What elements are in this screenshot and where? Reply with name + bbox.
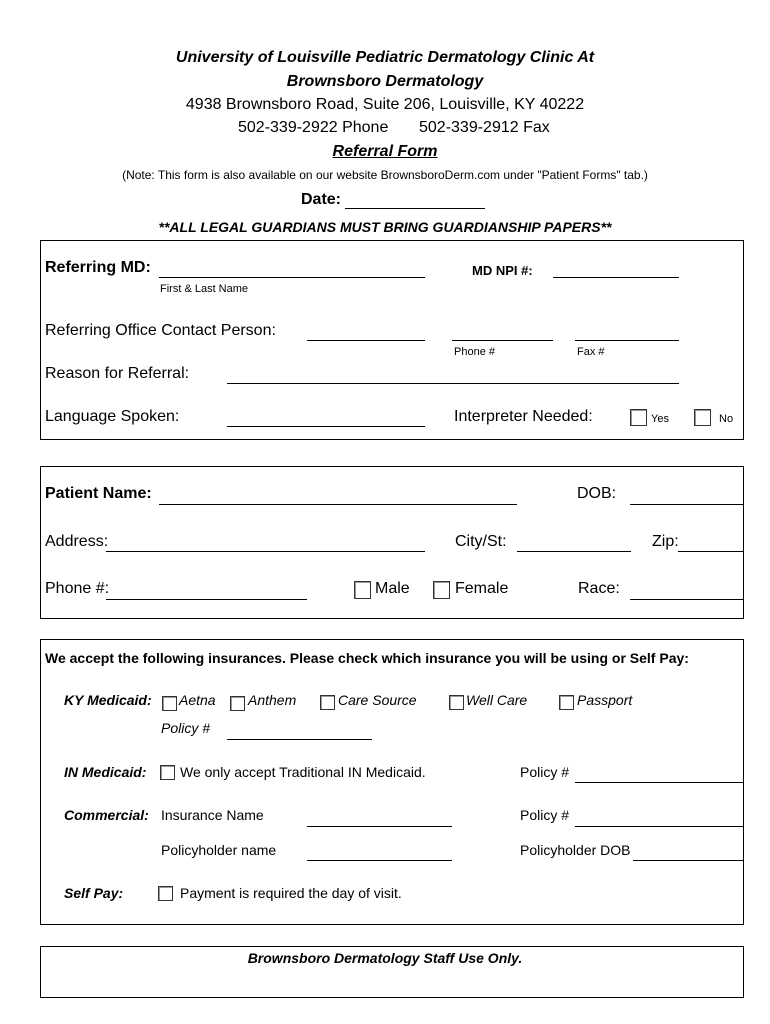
patient-phone-label: Phone #: xyxy=(45,580,110,597)
male-label: Male xyxy=(375,580,410,597)
in-policy-label: Policy # xyxy=(520,764,570,780)
contact-fax-field[interactable] xyxy=(575,340,679,341)
guardian-notice: **ALL LEGAL GUARDIANS MUST BRING GUARDIANSHIP PAPERS** xyxy=(158,219,612,235)
self-pay-checkbox[interactable] xyxy=(158,886,173,901)
interpreter-yes-checkbox[interactable] xyxy=(630,409,647,426)
policyholder-name-label: Policyholder name xyxy=(161,842,277,858)
race-field[interactable] xyxy=(630,599,743,600)
care-source-checkbox[interactable] xyxy=(320,695,335,710)
in-medicaid-label: IN Medicaid: xyxy=(64,764,147,780)
male-checkbox[interactable] xyxy=(354,581,371,599)
in-policy-field[interactable] xyxy=(575,782,743,783)
patient-name-field[interactable] xyxy=(159,504,517,505)
self-pay-text: Payment is required the day of visit. xyxy=(180,885,402,901)
dob-field[interactable] xyxy=(630,504,743,505)
commercial-policy-field[interactable] xyxy=(575,826,743,827)
insurance-name-label: Insurance Name xyxy=(161,807,264,823)
aetna-label: Aetna xyxy=(179,692,216,708)
passport-checkbox[interactable] xyxy=(559,695,574,710)
language-field[interactable] xyxy=(227,426,425,427)
clinic-name-line2: Brownsboro Dermatology xyxy=(286,73,484,90)
address-field[interactable] xyxy=(106,551,425,552)
city-field[interactable] xyxy=(517,551,631,552)
reason-label: Reason for Referral: xyxy=(45,365,190,382)
race-label: Race: xyxy=(578,580,620,597)
in-medicaid-checkbox[interactable] xyxy=(160,765,175,780)
referring-md-label: Referring MD: xyxy=(45,259,151,276)
passport-label: Passport xyxy=(577,692,633,708)
form-title: Referral Form xyxy=(332,143,438,160)
website-note: (Note: This form is also available on our website BrownsboroDerm.com under "Patient Forms" tab.) xyxy=(122,168,648,182)
md-npi-field[interactable] xyxy=(553,277,679,278)
patient-phone-field[interactable] xyxy=(106,599,307,600)
date-field-line[interactable] xyxy=(345,208,485,209)
insurance-name-field[interactable] xyxy=(307,826,452,827)
anthem-checkbox[interactable] xyxy=(230,696,245,711)
policyholder-dob-label: Policyholder DOB xyxy=(520,842,631,858)
language-label: Language Spoken: xyxy=(45,408,180,425)
contact-person-field[interactable] xyxy=(307,340,425,341)
clinic-phone: 502-339-2922 Phone xyxy=(238,119,389,136)
dob-label: DOB: xyxy=(577,485,617,502)
zip-label: Zip: xyxy=(652,533,679,550)
female-checkbox[interactable] xyxy=(433,581,450,599)
female-label: Female xyxy=(455,580,509,597)
interpreter-no-checkbox[interactable] xyxy=(694,409,711,426)
well-care-label: Well Care xyxy=(466,692,528,708)
ky-policy-label: Policy # xyxy=(161,720,211,736)
clinic-address: 4938 Brownsboro Road, Suite 206, Louisville, KY 40222 xyxy=(185,96,585,113)
care-source-label: Care Source xyxy=(338,692,417,708)
self-pay-label: Self Pay: xyxy=(64,885,124,901)
md-npi-label: MD NPI #: xyxy=(472,263,533,278)
first-last-name-hint: First & Last Name xyxy=(160,283,249,295)
date-label: Date: xyxy=(301,191,342,208)
aetna-checkbox[interactable] xyxy=(162,696,177,711)
interpreter-no-label: No xyxy=(719,413,734,425)
ky-policy-field[interactable] xyxy=(227,739,372,740)
commercial-label: Commercial: xyxy=(64,807,149,823)
zip-field[interactable] xyxy=(678,551,743,552)
phone-hint: Phone # xyxy=(454,346,495,358)
clinic-fax: 502-339-2912 Fax xyxy=(419,119,550,136)
in-medicaid-text: We only accept Traditional IN Medicaid. xyxy=(180,764,426,780)
anthem-label: Anthem xyxy=(248,692,297,708)
policyholder-dob-field[interactable] xyxy=(633,860,743,861)
address-label: Address: xyxy=(45,533,109,550)
contact-phone-field[interactable] xyxy=(452,340,553,341)
well-care-checkbox[interactable] xyxy=(449,695,464,710)
commercial-policy-label: Policy # xyxy=(520,807,570,823)
insurance-heading: We accept the following insurances. Please check which insurance you will be using or Self Pay: xyxy=(45,650,689,666)
reason-field[interactable] xyxy=(227,383,679,384)
city-label: City/St: xyxy=(455,533,507,550)
staff-use-label: Brownsboro Dermatology Staff Use Only. xyxy=(247,950,523,966)
clinic-name-line1: University of Louisville Pediatric Dermatology Clinic At xyxy=(175,49,595,66)
patient-name-label: Patient Name: xyxy=(45,485,152,502)
interpreter-label: Interpreter Needed: xyxy=(454,408,593,425)
referring-md-field[interactable] xyxy=(159,277,425,278)
fax-hint: Fax # xyxy=(577,346,605,358)
interpreter-yes-label: Yes xyxy=(651,413,669,425)
policyholder-name-field[interactable] xyxy=(307,860,452,861)
ky-medicaid-label: KY Medicaid: xyxy=(64,692,152,708)
contact-person-label: Referring Office Contact Person: xyxy=(45,322,276,339)
